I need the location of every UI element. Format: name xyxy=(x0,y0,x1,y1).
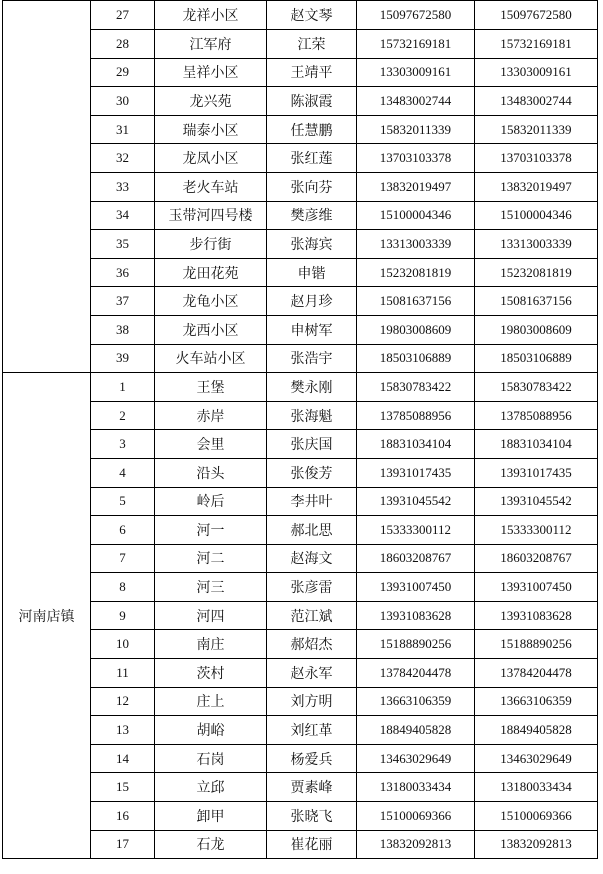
phone-cell: 19803008609 xyxy=(357,315,475,344)
table-row xyxy=(3,373,598,402)
phone-backup-cell: 18831034104 xyxy=(475,430,598,459)
table-row xyxy=(3,115,598,144)
table-row xyxy=(3,287,598,316)
place-name-cell: 南庄 xyxy=(155,630,267,659)
table-row xyxy=(3,573,598,602)
table-row xyxy=(3,430,598,459)
contact-person-cell: 杨爱兵 xyxy=(267,744,357,773)
phone-backup-cell: 13180033434 xyxy=(475,773,598,802)
row-number-cell: 17 xyxy=(91,830,155,859)
town-name-cell: 河南店镇 xyxy=(3,373,91,859)
phone-cell: 13931007450 xyxy=(357,573,475,602)
phone-backup-cell: 13313003339 xyxy=(475,230,598,259)
contact-person-cell: 赵永军 xyxy=(267,659,357,688)
contact-person-cell: 崔花丽 xyxy=(267,830,357,859)
contact-person-cell: 任慧鹏 xyxy=(267,115,357,144)
row-number-cell: 27 xyxy=(91,1,155,30)
row-number-cell: 34 xyxy=(91,201,155,230)
table-row xyxy=(3,1,598,30)
contact-person-cell: 范江斌 xyxy=(267,601,357,630)
phone-backup-cell: 15732169181 xyxy=(475,30,598,59)
table-row xyxy=(3,716,598,745)
contact-person-cell: 张海宾 xyxy=(267,230,357,259)
phone-cell: 15100069366 xyxy=(357,802,475,831)
phone-cell: 13303009161 xyxy=(357,58,475,87)
contact-person-cell: 张海魁 xyxy=(267,401,357,430)
place-name-cell: 步行街 xyxy=(155,230,267,259)
phone-backup-cell: 15188890256 xyxy=(475,630,598,659)
place-name-cell: 会里 xyxy=(155,430,267,459)
contact-person-cell: 张红莲 xyxy=(267,144,357,173)
phone-backup-cell: 18849405828 xyxy=(475,716,598,745)
row-number-cell: 36 xyxy=(91,258,155,287)
row-number-cell: 28 xyxy=(91,30,155,59)
table-row xyxy=(3,315,598,344)
contact-person-cell: 申树军 xyxy=(267,315,357,344)
phone-cell: 15732169181 xyxy=(357,30,475,59)
contact-person-cell: 郝北思 xyxy=(267,516,357,545)
phone-backup-cell: 19803008609 xyxy=(475,315,598,344)
phone-backup-cell: 15081637156 xyxy=(475,287,598,316)
row-number-cell: 12 xyxy=(91,687,155,716)
phone-cell: 13313003339 xyxy=(357,230,475,259)
contact-person-cell: 刘方明 xyxy=(267,687,357,716)
row-number-cell: 29 xyxy=(91,58,155,87)
place-name-cell: 沿头 xyxy=(155,458,267,487)
place-name-cell: 石岗 xyxy=(155,744,267,773)
place-name-cell: 岭后 xyxy=(155,487,267,516)
phone-cell: 15232081819 xyxy=(357,258,475,287)
phone-cell: 18603208767 xyxy=(357,544,475,573)
phone-cell: 13931083628 xyxy=(357,601,475,630)
row-number-cell: 31 xyxy=(91,115,155,144)
phone-backup-cell: 15100004346 xyxy=(475,201,598,230)
place-name-cell: 河四 xyxy=(155,601,267,630)
phone-cell: 13931017435 xyxy=(357,458,475,487)
phone-cell: 15832011339 xyxy=(357,115,475,144)
place-name-cell: 龙凤小区 xyxy=(155,144,267,173)
row-number-cell: 7 xyxy=(91,544,155,573)
contact-person-cell: 张晓飞 xyxy=(267,802,357,831)
phone-backup-cell: 13785088956 xyxy=(475,401,598,430)
phone-cell: 15100004346 xyxy=(357,201,475,230)
place-name-cell: 胡峪 xyxy=(155,716,267,745)
phone-backup-cell: 13931045542 xyxy=(475,487,598,516)
row-number-cell: 39 xyxy=(91,344,155,373)
phone-backup-cell: 13463029649 xyxy=(475,744,598,773)
table-row xyxy=(3,544,598,573)
table-row xyxy=(3,258,598,287)
phone-cell: 15188890256 xyxy=(357,630,475,659)
contact-person-cell: 刘红革 xyxy=(267,716,357,745)
phone-backup-cell: 13832092813 xyxy=(475,830,598,859)
contact-table-sheet xyxy=(2,0,598,859)
phone-cell: 13832092813 xyxy=(357,830,475,859)
phone-backup-cell: 13784204478 xyxy=(475,659,598,688)
row-number-cell: 14 xyxy=(91,744,155,773)
phone-cell: 13931045542 xyxy=(357,487,475,516)
place-name-cell: 瑞泰小区 xyxy=(155,115,267,144)
contact-person-cell: 陈淑霞 xyxy=(267,87,357,116)
row-number-cell: 4 xyxy=(91,458,155,487)
contact-person-cell: 申锴 xyxy=(267,258,357,287)
place-name-cell: 江军府 xyxy=(155,30,267,59)
phone-cell: 13663106359 xyxy=(357,687,475,716)
row-number-cell: 33 xyxy=(91,172,155,201)
table-row xyxy=(3,58,598,87)
contact-person-cell: 赵月珍 xyxy=(267,287,357,316)
row-number-cell: 8 xyxy=(91,573,155,602)
table-row xyxy=(3,30,598,59)
phone-backup-cell: 13703103378 xyxy=(475,144,598,173)
table-row xyxy=(3,802,598,831)
phone-backup-cell: 18503106889 xyxy=(475,344,598,373)
row-number-cell: 32 xyxy=(91,144,155,173)
table-row xyxy=(3,601,598,630)
place-name-cell: 石龙 xyxy=(155,830,267,859)
place-name-cell: 龙兴苑 xyxy=(155,87,267,116)
phone-cell: 13832019497 xyxy=(357,172,475,201)
table-row xyxy=(3,744,598,773)
phone-cell: 13703103378 xyxy=(357,144,475,173)
table-row xyxy=(3,401,598,430)
contact-table-body xyxy=(3,1,598,859)
place-name-cell: 玉带河四号楼 xyxy=(155,201,267,230)
table-row xyxy=(3,630,598,659)
contact-person-cell: 赵文琴 xyxy=(267,1,357,30)
contact-person-cell: 张彦雷 xyxy=(267,573,357,602)
phone-backup-cell: 18603208767 xyxy=(475,544,598,573)
phone-cell: 18849405828 xyxy=(357,716,475,745)
phone-backup-cell: 13931017435 xyxy=(475,458,598,487)
phone-backup-cell: 13832019497 xyxy=(475,172,598,201)
contact-person-cell: 张浩宇 xyxy=(267,344,357,373)
place-name-cell: 河二 xyxy=(155,544,267,573)
phone-backup-cell: 15832011339 xyxy=(475,115,598,144)
row-number-cell: 38 xyxy=(91,315,155,344)
phone-cell: 13784204478 xyxy=(357,659,475,688)
table-row xyxy=(3,230,598,259)
contact-person-cell: 张俊芳 xyxy=(267,458,357,487)
table-row xyxy=(3,830,598,859)
row-number-cell: 1 xyxy=(91,373,155,402)
row-number-cell: 2 xyxy=(91,401,155,430)
place-name-cell: 河一 xyxy=(155,516,267,545)
row-number-cell: 35 xyxy=(91,230,155,259)
phone-cell: 13483002744 xyxy=(357,87,475,116)
phone-backup-cell: 15232081819 xyxy=(475,258,598,287)
place-name-cell: 龙龟小区 xyxy=(155,287,267,316)
phone-cell: 15097672580 xyxy=(357,1,475,30)
row-number-cell: 15 xyxy=(91,773,155,802)
row-number-cell: 13 xyxy=(91,716,155,745)
table-row xyxy=(3,172,598,201)
row-number-cell: 11 xyxy=(91,659,155,688)
row-number-cell: 37 xyxy=(91,287,155,316)
phone-cell: 15333300112 xyxy=(357,516,475,545)
row-number-cell: 3 xyxy=(91,430,155,459)
place-name-cell: 龙田花苑 xyxy=(155,258,267,287)
town-name-cell xyxy=(3,1,91,373)
row-number-cell: 10 xyxy=(91,630,155,659)
table-row xyxy=(3,344,598,373)
contact-person-cell: 郝炤杰 xyxy=(267,630,357,659)
table-row xyxy=(3,659,598,688)
table-row xyxy=(3,201,598,230)
phone-cell: 13180033434 xyxy=(357,773,475,802)
phone-cell: 18831034104 xyxy=(357,430,475,459)
place-name-cell: 赤岸 xyxy=(155,401,267,430)
place-name-cell: 龙西小区 xyxy=(155,315,267,344)
phone-backup-cell: 15333300112 xyxy=(475,516,598,545)
place-name-cell: 龙祥小区 xyxy=(155,1,267,30)
table-row xyxy=(3,687,598,716)
row-number-cell: 30 xyxy=(91,87,155,116)
table-row xyxy=(3,87,598,116)
contact-person-cell: 赵海文 xyxy=(267,544,357,573)
phone-cell: 13785088956 xyxy=(357,401,475,430)
phone-cell: 15081637156 xyxy=(357,287,475,316)
row-number-cell: 9 xyxy=(91,601,155,630)
contact-person-cell: 江荣 xyxy=(267,30,357,59)
contact-person-cell: 贾素峰 xyxy=(267,773,357,802)
table-row xyxy=(3,516,598,545)
phone-backup-cell: 13931007450 xyxy=(475,573,598,602)
phone-cell: 13463029649 xyxy=(357,744,475,773)
table-row xyxy=(3,144,598,173)
place-name-cell: 庄上 xyxy=(155,687,267,716)
contact-person-cell: 樊永刚 xyxy=(267,373,357,402)
place-name-cell: 卸甲 xyxy=(155,802,267,831)
phone-backup-cell: 13483002744 xyxy=(475,87,598,116)
table-row xyxy=(3,773,598,802)
place-name-cell: 河三 xyxy=(155,573,267,602)
phone-backup-cell: 15100069366 xyxy=(475,802,598,831)
phone-backup-cell: 15097672580 xyxy=(475,1,598,30)
phone-cell: 18503106889 xyxy=(357,344,475,373)
contact-person-cell: 樊彦维 xyxy=(267,201,357,230)
contact-person-cell: 李井叶 xyxy=(267,487,357,516)
table-row xyxy=(3,487,598,516)
row-number-cell: 16 xyxy=(91,802,155,831)
phone-backup-cell: 13663106359 xyxy=(475,687,598,716)
place-name-cell: 王堡 xyxy=(155,373,267,402)
place-name-cell: 立邱 xyxy=(155,773,267,802)
phone-backup-cell: 13931083628 xyxy=(475,601,598,630)
contact-person-cell: 张庆国 xyxy=(267,430,357,459)
contact-person-cell: 王靖平 xyxy=(267,58,357,87)
place-name-cell: 火车站小区 xyxy=(155,344,267,373)
place-name-cell: 老火车站 xyxy=(155,172,267,201)
row-number-cell: 6 xyxy=(91,516,155,545)
place-name-cell: 茨村 xyxy=(155,659,267,688)
contact-table xyxy=(2,0,598,859)
phone-backup-cell: 13303009161 xyxy=(475,58,598,87)
row-number-cell: 5 xyxy=(91,487,155,516)
table-row xyxy=(3,458,598,487)
phone-cell: 15830783422 xyxy=(357,373,475,402)
place-name-cell: 呈祥小区 xyxy=(155,58,267,87)
phone-backup-cell: 15830783422 xyxy=(475,373,598,402)
contact-person-cell: 张向芬 xyxy=(267,172,357,201)
